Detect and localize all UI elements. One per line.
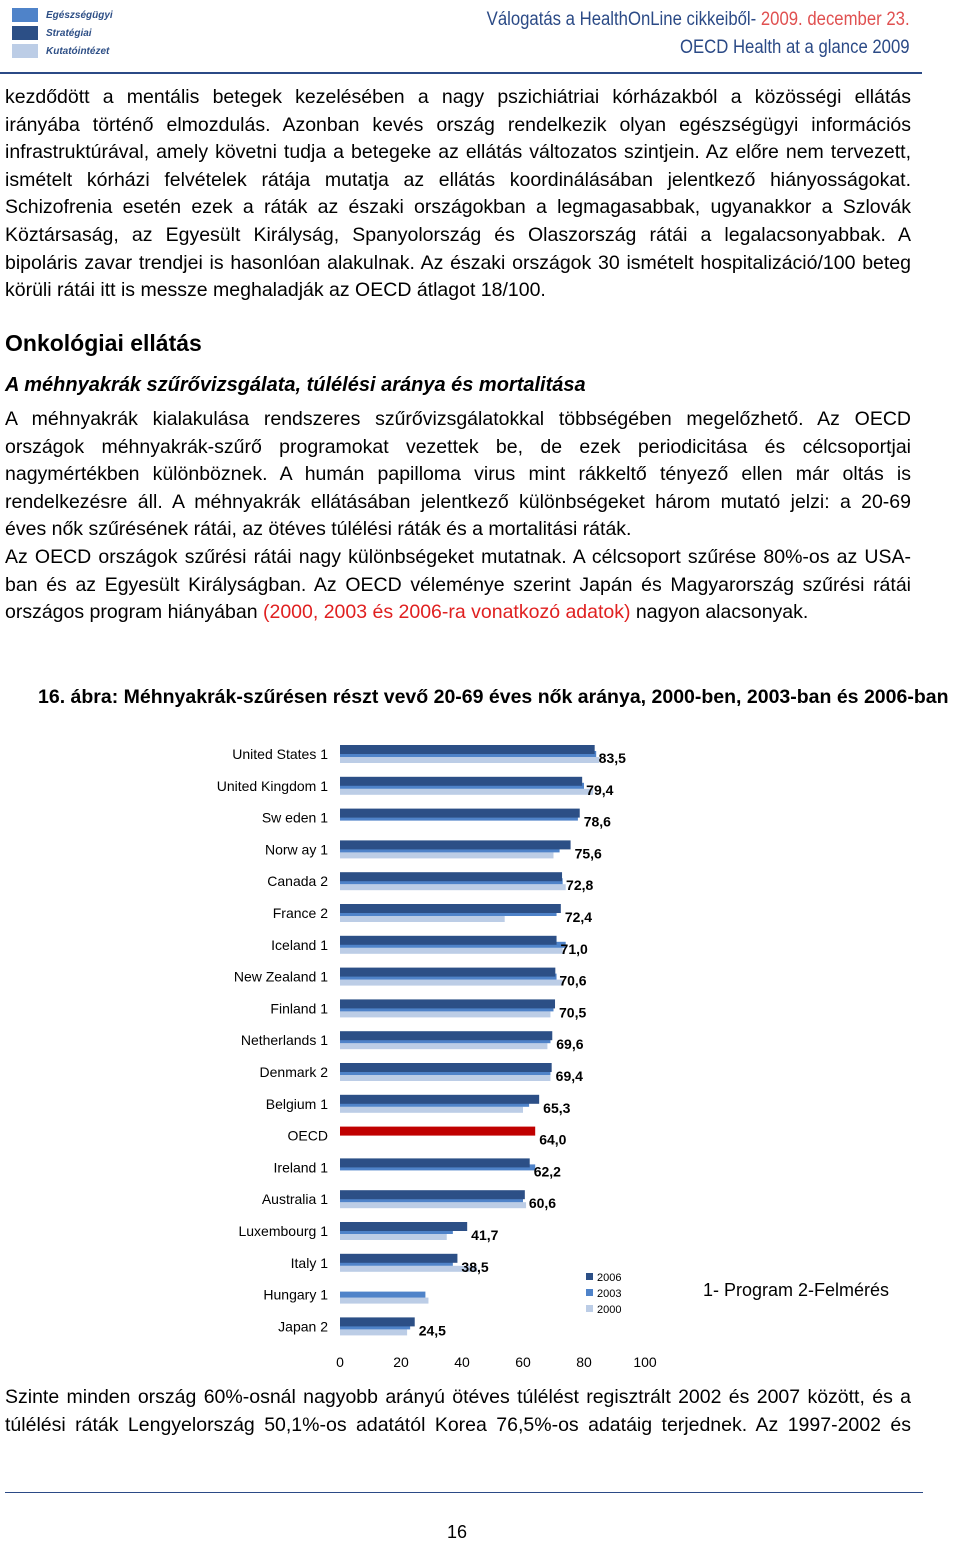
bar-2006 — [340, 1127, 535, 1136]
text-line: körüli rátái itt is messze meghaladják az OECD átlagot 18/100. — [5, 279, 546, 302]
intro-paragraph — [5, 84, 911, 305]
bar-2000 — [340, 789, 593, 795]
data-label: 75,6 — [574, 845, 602, 862]
bar-2000 — [340, 916, 505, 922]
bar-2006 — [340, 1095, 539, 1104]
category-label: United States 1 — [232, 746, 328, 762]
category-label: Luxembourg 1 — [238, 1223, 328, 1239]
bar-2006 — [340, 872, 562, 881]
bar-2000 — [340, 1107, 523, 1113]
chart-footnote: 1- Program 2-Felmérés — [703, 1280, 890, 1300]
screening-bar-chart — [0, 735, 960, 1375]
data-label: 62,2 — [533, 1163, 561, 1180]
category-label: New Zealand 1 — [233, 968, 328, 985]
category-label: Japan 2 — [278, 1318, 328, 1335]
bar-2000 — [340, 1298, 428, 1304]
text-line: infrastruktúrával, amely követni tudja a betegeke az ellátás változatos szintjein. Az előre nem tervezett, — [5, 141, 911, 164]
bar-2000 — [340, 948, 563, 954]
closing-paragraph — [5, 1384, 911, 1439]
category-label: Hungary 1 — [263, 1286, 328, 1303]
section-subheading: A méhnyakrák szűrővizsgálata, túlélési aránya és mortalitása — [5, 374, 586, 396]
bar-2000 — [340, 980, 563, 986]
data-label: 70,6 — [559, 972, 587, 989]
bar-2006 — [340, 968, 555, 977]
data-label: 70,5 — [559, 1004, 587, 1021]
category-label: Italy 1 — [290, 1254, 328, 1271]
text-line: ban és az Egyesült Királyságban. Az OECD véleménye szerint Japán és Magyarország szűrési rátái — [5, 573, 911, 596]
page-number: 16 — [447, 1522, 468, 1542]
bar-2000 — [340, 757, 599, 763]
text-line — [5, 599, 911, 627]
section-paragraph — [5, 406, 911, 544]
x-tick-label: 100 — [633, 1354, 657, 1370]
text-line: Az OECD országok szűrési rátái nagy különbségeket mutatnak. A célcsoport szűrése 80%-os az USA- — [5, 546, 911, 568]
x-tick-label: 0 — [336, 1354, 344, 1370]
header-subtitle: OECD Health at a glance 2009 — [680, 37, 910, 58]
header-divider — [0, 72, 922, 74]
bar-2000 — [340, 884, 566, 890]
data-label: 38,5 — [461, 1258, 489, 1275]
logo-line-3: Kutatóintézet — [46, 46, 110, 57]
text-line: országok méhnyakrák-szűrő programokat vezettek be, de ezek periodicitása és célcsoportjai — [5, 435, 911, 458]
data-label: 78,6 — [583, 813, 611, 830]
header-title: Válogatás a HealthOnLine cikkeiből- — [487, 9, 757, 30]
category-label: Finland 1 — [270, 1000, 328, 1017]
category-label: Iceland 1 — [271, 936, 328, 953]
bar-2006 — [340, 936, 557, 945]
footer-divider — [5, 1492, 923, 1493]
header-date: 2009. december 23. — [761, 9, 910, 30]
data-label: 24,5 — [418, 1322, 446, 1339]
bar-2006 — [340, 840, 571, 849]
bar-2006 — [340, 1222, 467, 1231]
x-tick-label: 40 — [454, 1354, 470, 1370]
category-label: Denmark 2 — [259, 1064, 328, 1080]
bar-2000 — [340, 1202, 526, 1208]
legend-label: 2006 — [597, 1272, 622, 1284]
red-data-note: (2000, 2003 és 2006-ra vonatkozó adatok) — [263, 601, 631, 624]
category-label: Netherlands 1 — [240, 1032, 328, 1049]
data-label: 83,5 — [598, 750, 626, 766]
legend-swatch-2006 — [586, 1273, 593, 1280]
legend-label: 2003 — [597, 1288, 622, 1300]
bar-2006 — [340, 904, 561, 913]
bar-2006 — [340, 777, 582, 786]
bar-2003 — [340, 1292, 425, 1298]
section-heading: Onkológiai ellátás — [5, 330, 202, 356]
text-line: Schizofrenia esetén ezek a ráták az északi országokban a legmagasabbak, ugyanakkor a Szlovák — [5, 196, 911, 219]
bar-2000 — [340, 1266, 477, 1272]
logo-icon — [8, 4, 44, 60]
data-label: 69,6 — [556, 1036, 584, 1053]
category-label: Ireland 1 — [273, 1159, 328, 1176]
data-label: 65,3 — [543, 1099, 571, 1116]
data-label: 41,7 — [471, 1227, 499, 1243]
data-label: 60,6 — [528, 1195, 557, 1212]
screening-paragraph — [5, 544, 911, 627]
text-segment: nagyon alacsonyak. — [630, 601, 809, 624]
category-label: Belgium 1 — [265, 1095, 328, 1112]
page-header — [0, 0, 960, 74]
bar-2000 — [340, 852, 554, 858]
category-label: Australia 1 — [261, 1191, 328, 1208]
category-label: Norw ay 1 — [264, 841, 328, 858]
bar-2000 — [340, 1329, 407, 1335]
bar-2006 — [340, 1190, 525, 1199]
data-label: 64,0 — [539, 1131, 567, 1148]
category-label: Canada 2 — [267, 873, 328, 890]
legend-swatch-2000 — [586, 1305, 593, 1312]
data-label: 71,0 — [560, 940, 588, 957]
x-tick-label: 80 — [576, 1354, 592, 1370]
text-line: Szinte minden ország 60%-osnál nagyobb arányú ötéves túlélést regisztrált 2002 és 2007 között, és a — [5, 1386, 911, 1408]
text-segment: országos program hiányában — [5, 601, 263, 624]
bar-2000 — [340, 1043, 547, 1049]
category-label: France 2 — [272, 905, 328, 921]
text-line: Köztársaság, az Egyesült Királyság, Spanyolország és Olaszország rátái a legalacsonyabbak. A — [5, 223, 911, 246]
legend-swatch-2003 — [586, 1289, 593, 1296]
legend-label: 2000 — [597, 1304, 622, 1316]
bar-2000 — [340, 1075, 550, 1081]
bar-2000 — [340, 1011, 550, 1017]
category-label: Sw eden 1 — [261, 809, 328, 826]
category-label: OECD — [287, 1127, 328, 1144]
bar-2006 — [340, 999, 555, 1008]
text-line: bipoláris zavar trendjei is hasonlóan alakulnak. Az északi országok 30 ismételt hospitalizáció/100 beteg — [5, 251, 911, 274]
text-line: irányába történő elmozdulás. Azonban kevés ország rendelkezik olyan egészségügyi információs — [5, 113, 911, 136]
text-line: rendelkezésre áll. A méhnyakrák ellátásában jelentkező különbségeket három mutató jelzi: a 20-69 — [5, 490, 911, 513]
bar-2006 — [340, 745, 595, 754]
text-line: éves nők szűrésének rátái, az ötéves túlélési ráták és a mortalitási ráták. — [5, 518, 632, 541]
x-tick-label: 60 — [515, 1354, 531, 1370]
text-line: kezdődött a mentális betegek kezelésében a nagy pszichiátriai kórházakból a közösségi ellátás — [5, 86, 911, 108]
text-line: nagymértékben különböznek. A humán papilloma virus mint rákkeltő tényező ellen már oltás is — [5, 463, 911, 486]
bar-2006 — [340, 1254, 457, 1263]
institute-logo — [8, 4, 113, 62]
data-label: 72,4 — [564, 909, 593, 925]
bar-2006 — [340, 1063, 552, 1072]
x-tick-label: 20 — [393, 1354, 409, 1370]
bar-2000 — [340, 1234, 447, 1240]
bar-2006 — [340, 809, 580, 818]
data-label: 72,8 — [566, 877, 594, 894]
category-label: United Kingdom 1 — [216, 777, 328, 794]
text-line: túlélési ráták Lengyelország 50,1%-os adatától Korea 76,5%-os adatáig terjednek. Az 1997-2002 és — [5, 1413, 911, 1436]
logo-line-1: Egészségügyi — [46, 10, 113, 21]
bar-2006 — [340, 1158, 530, 1167]
bar-2006 — [340, 1317, 415, 1326]
logo-line-2: Stratégiai — [46, 28, 92, 39]
data-label: 69,4 — [555, 1068, 583, 1084]
bar-2006 — [340, 1031, 552, 1040]
text-line: A méhnyakrák kialakulása rendszeres szűrővizsgálatokkal többségében megelőzhető. Az OECD — [5, 408, 911, 430]
text-line: ismételt kórházi felvételek rátája mutatja az ellátás koordinálásában jelentkező hiányosságokat. — [5, 168, 911, 191]
figure-title: 16. ábra: Méhnyakrák-szűrésen részt vevő 20-69 éves nők aránya, 2000-ben, 2003-ban és 2006-ban — [38, 686, 949, 708]
header-title-block — [487, 6, 910, 62]
data-label: 79,4 — [586, 781, 614, 798]
